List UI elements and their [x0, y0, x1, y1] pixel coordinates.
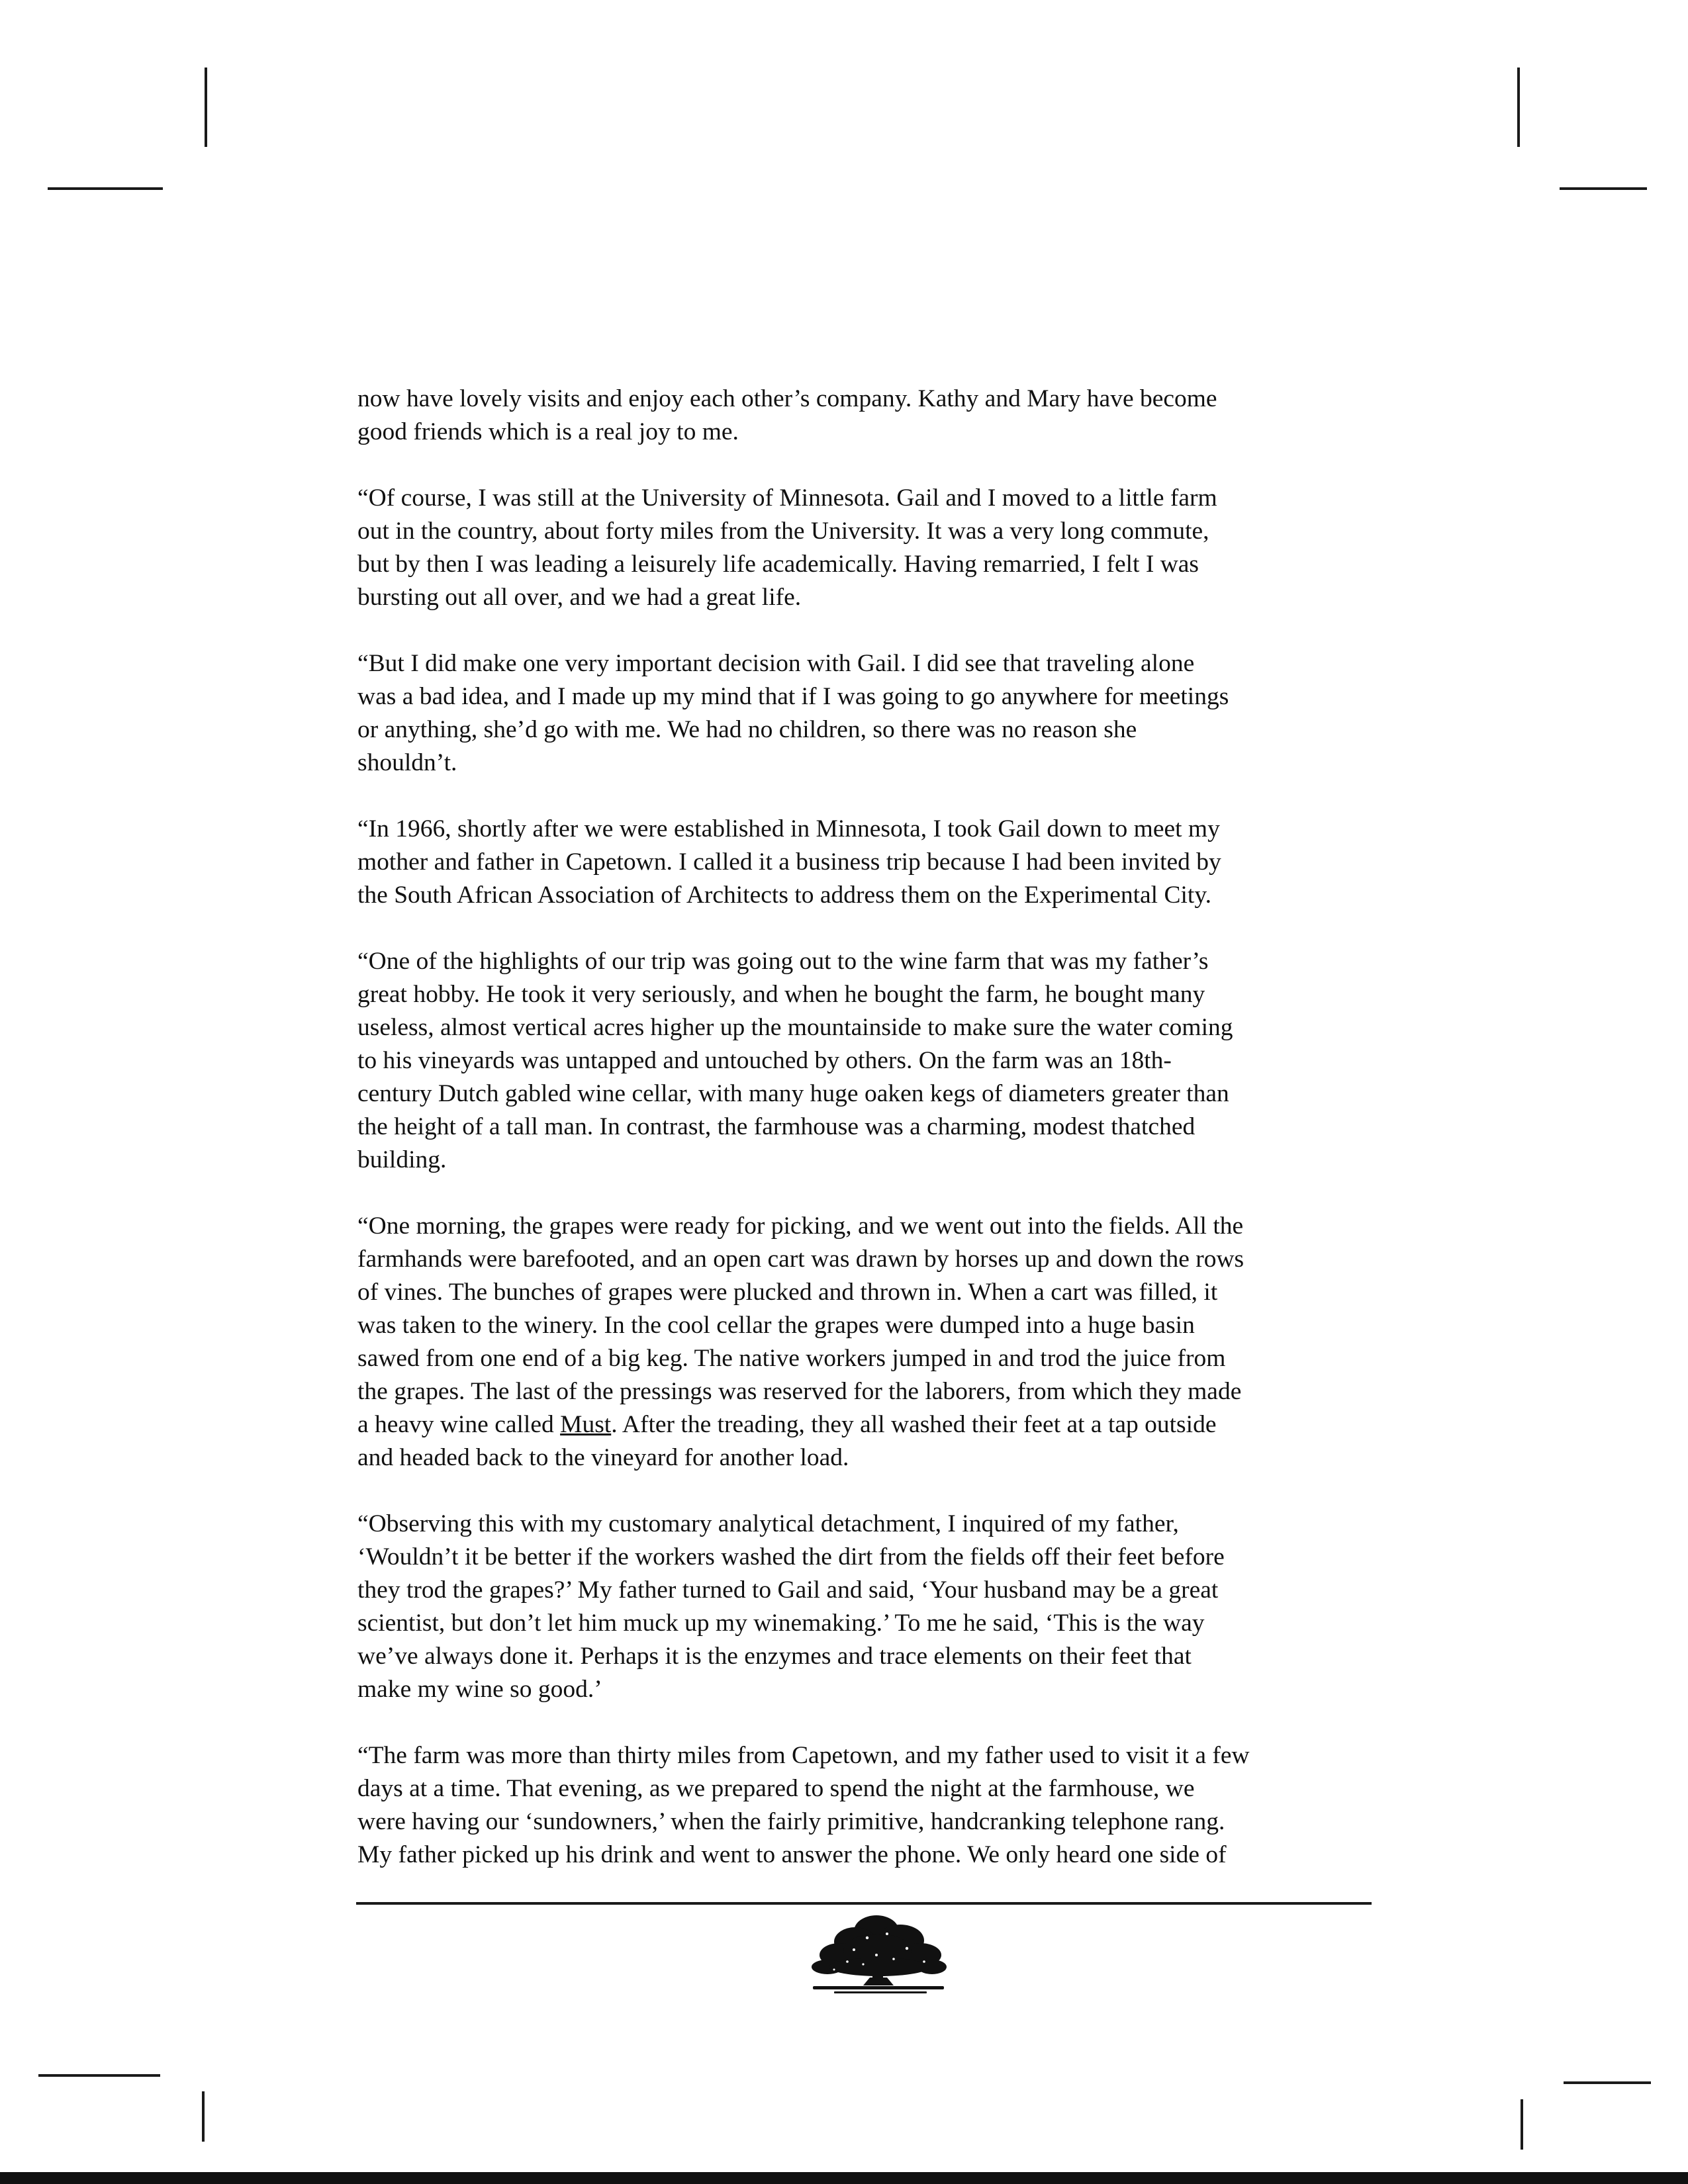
crop-mark-top-right-horizontal — [1560, 187, 1647, 190]
paragraph — [357, 1739, 1377, 1872]
text-line: we’ve always done it. Perhaps it is the enzymes and trace elements on their feet that — [357, 1643, 1192, 1670]
text-line: “The farm was more than thirty miles from Capetown, and my father used to visit it a few — [357, 1742, 1250, 1769]
paragraph — [357, 647, 1377, 780]
text-line: and headed back to the vineyard for another load. — [357, 1444, 849, 1471]
text-line: “Observing this with my customary analytical detachment, I inquired of my father, — [357, 1510, 1179, 1537]
text-line: were having our ‘sundowners,’ when the fairly primitive, handcranking telephone rang. — [357, 1808, 1225, 1835]
text-line: “But I did make one very important decision with Gail. I did see that traveling alone — [357, 650, 1195, 677]
underlined-word-must: Must — [560, 1411, 612, 1438]
text-line: building. — [357, 1146, 447, 1173]
text-line: but by then I was leading a leisurely life academically. Having remarried, I felt I was — [357, 551, 1199, 578]
scan-bottom-edge — [0, 2172, 1688, 2184]
text-line: the South African Association of Architects to address them on the Experimental City. — [357, 882, 1212, 909]
text-line: “One morning, the grapes were ready for picking, and we went out into the fields. All the — [357, 1212, 1244, 1240]
paragraph — [357, 482, 1377, 614]
text-line: good friends which is a real joy to me. — [357, 418, 739, 445]
text-line: My father picked up his drink and went to answer the phone. We only heard one side of — [357, 1841, 1227, 1868]
text-line: of vines. The bunches of grapes were plucked and thrown in. When a cart was filled, it — [357, 1279, 1218, 1306]
text-line: ‘Wouldn’t it be better if the workers washed the dirt from the fields off their feet before — [357, 1543, 1225, 1570]
text-line: great hobby. He took it very seriously, and when he bought the farm, he bought many — [357, 981, 1205, 1008]
text-line: “In 1966, shortly after we were established in Minnesota, I took Gail down to meet my — [357, 815, 1220, 842]
text-line: “Of course, I was still at the University of Minnesota. Gail and I moved to a little farm — [357, 484, 1217, 512]
text-segment: . After the treading, they all washed their feet at a tap outside — [611, 1411, 1217, 1438]
document-body — [357, 383, 1377, 1905]
text-line: was a bad idea, and I made up my mind that if I was going to go anywhere for meetings — [357, 683, 1229, 710]
text-line: make my wine so good.’ — [357, 1676, 602, 1703]
text-line: sawed from one end of a big keg. The native workers jumped in and trod the juice from — [357, 1345, 1226, 1372]
paragraph — [357, 383, 1377, 449]
crop-mark-bottom-left-horizontal — [38, 2074, 160, 2077]
crop-mark-bottom-right-vertical — [1521, 2099, 1523, 2150]
crop-mark-top-left-vertical — [205, 68, 207, 147]
text-line: useless, almost vertical acres higher up the mountainside to make sure the water coming — [357, 1014, 1233, 1041]
text-line: “One of the highlights of our trip was going out to the wine farm that was my father’s — [357, 948, 1209, 975]
text-line: the height of a tall man. In contrast, the farmhouse was a charming, modest thatched — [357, 1113, 1196, 1140]
text-line: mother and father in Capetown. I called it a business trip because I had been invited by — [357, 848, 1221, 876]
text-line: was taken to the winery. In the cool cellar the grapes were dumped into a huge basin — [357, 1312, 1195, 1339]
footer-rule — [356, 1902, 1372, 1905]
paragraph — [357, 945, 1377, 1177]
text-line: now have lovely visits and enjoy each other’s company. Kathy and Mary have become — [357, 385, 1217, 412]
paragraph — [357, 1508, 1377, 1706]
text-line: or anything, she’d go with me. We had no children, so there was no reason she — [357, 716, 1137, 743]
paragraph — [357, 1210, 1377, 1475]
paragraph — [357, 813, 1377, 912]
text-line: the grapes. The last of the pressings was reserved for the laborers, from which they made — [357, 1378, 1242, 1405]
text-line: scientist, but don’t let him muck up my winemaking.’ To me he said, ‘This is the way — [357, 1610, 1205, 1637]
text-line: bursting out all over, and we had a great life. — [357, 584, 802, 611]
text-line: out in the country, about forty miles from the University. It was a very long commute, — [357, 518, 1209, 545]
text-line: century Dutch gabled wine cellar, with many huge oaken kegs of diameters greater than — [357, 1080, 1229, 1107]
text-segment: a heavy wine called — [357, 1411, 561, 1438]
crop-mark-bottom-right-horizontal — [1564, 2081, 1651, 2084]
text-line: to his vineyards was untapped and untouched by others. On the farm was an 18th- — [357, 1047, 1172, 1074]
crop-mark-top-left-horizontal — [48, 187, 163, 190]
text-line: days at a time. That evening, as we prepared to spend the night at the farmhouse, we — [357, 1775, 1195, 1802]
crop-mark-bottom-left-vertical — [202, 2091, 205, 2142]
text-line: farmhands were barefooted, and an open cart was drawn by horses up and down the rows — [357, 1246, 1244, 1273]
crop-mark-top-right-vertical — [1517, 68, 1520, 147]
text-line — [357, 1408, 1377, 1441]
oak-tree-icon — [808, 1911, 949, 1997]
text-line: shouldn’t. — [357, 749, 457, 776]
text-line: they trod the grapes?’ My father turned to Gail and said, ‘Your husband may be a great — [357, 1576, 1219, 1604]
